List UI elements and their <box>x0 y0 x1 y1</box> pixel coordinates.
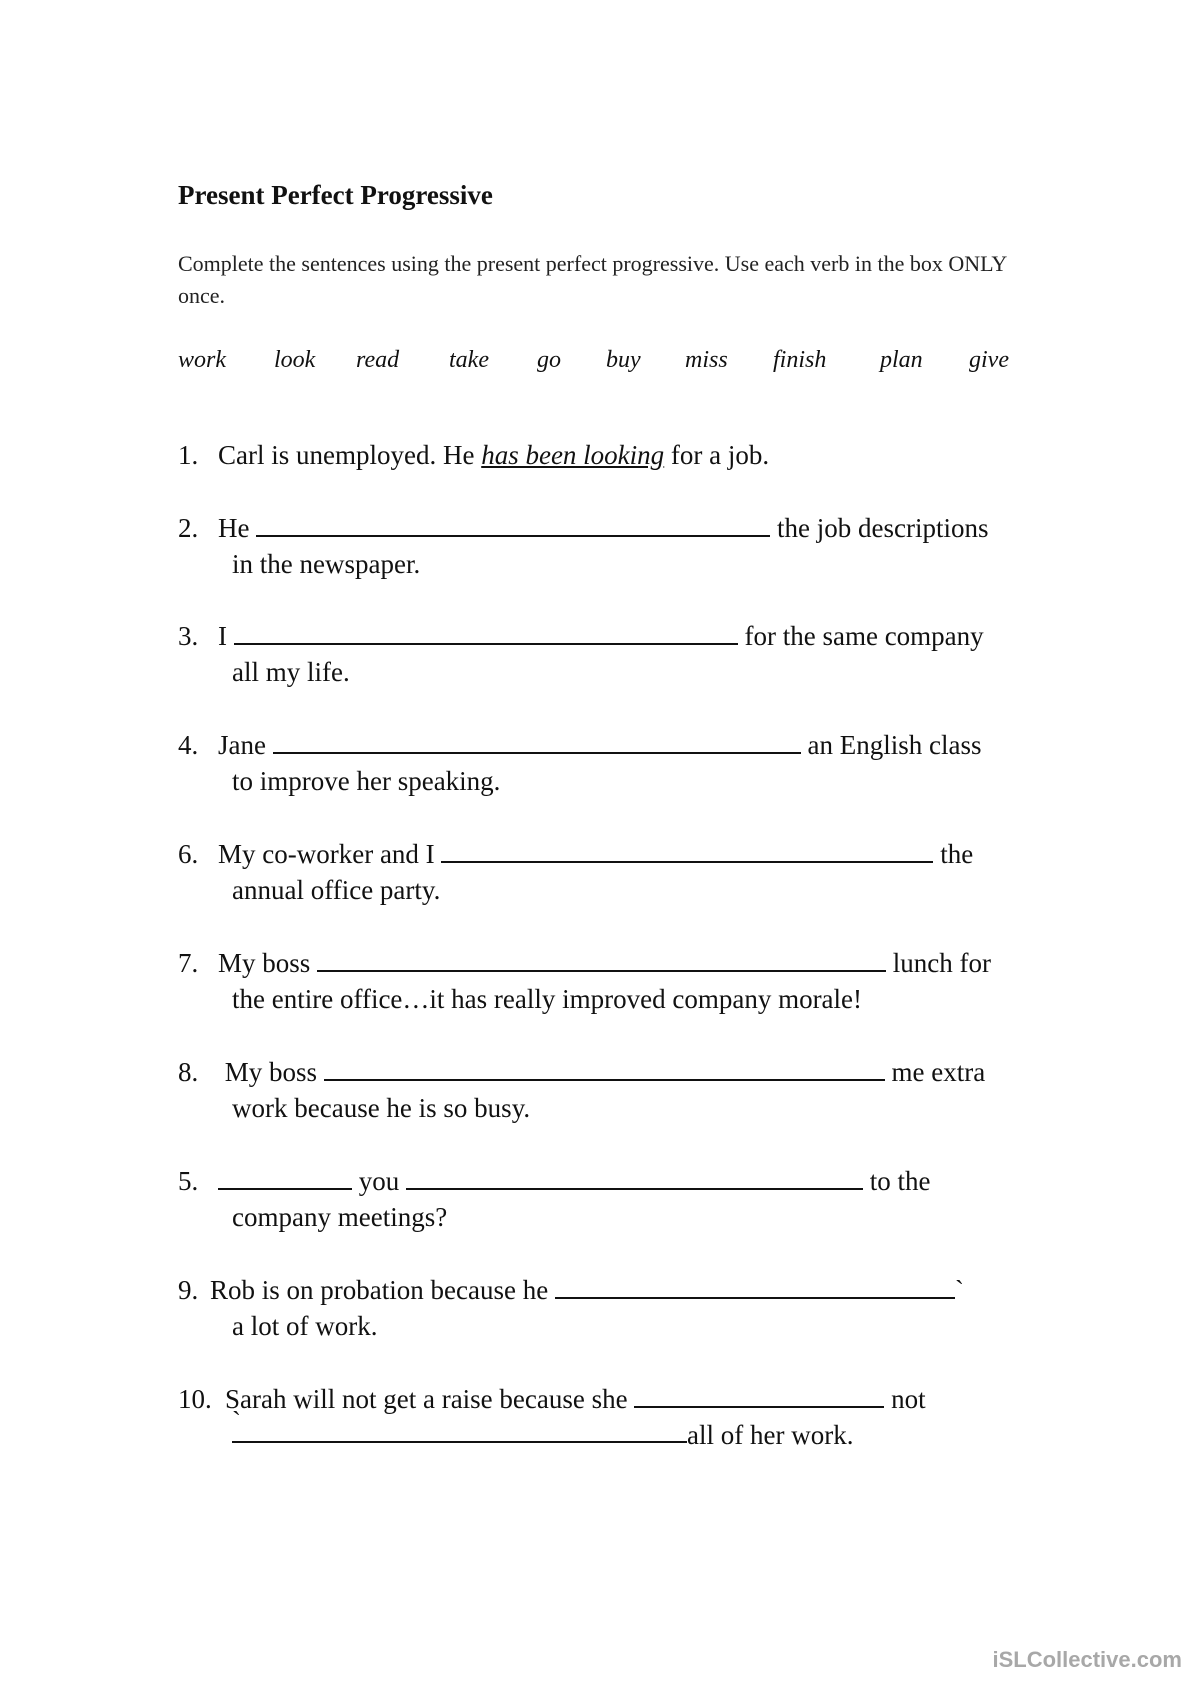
backtick-mark: ` <box>232 1406 241 1436</box>
answer-blank[interactable] <box>406 1164 863 1190</box>
answer-blank[interactable] <box>218 1164 352 1190</box>
verb-word: look <box>274 347 316 373</box>
question-continuation: company meetings? <box>232 1202 448 1232</box>
question-number: 9. <box>178 1275 199 1305</box>
question-number: 2. <box>178 513 199 543</box>
question-number: 1. <box>178 440 199 470</box>
question-text: My co-worker and I <box>218 839 442 869</box>
question-number: 6. <box>178 839 199 869</box>
question-number: 10. <box>178 1384 212 1414</box>
question-continuation-line <box>232 1406 854 1453</box>
question-4 <box>178 727 982 796</box>
question-text: My boss <box>218 948 318 978</box>
answer-blank[interactable] <box>441 837 933 863</box>
question-text: ` <box>954 1275 964 1305</box>
question-text: Sarah will not get a raise because she <box>225 1384 635 1414</box>
answer-blank[interactable] <box>317 946 886 972</box>
example-answer: has been looking <box>481 440 665 470</box>
question-continuation: all my life. <box>232 657 350 687</box>
verb-word: read <box>356 347 400 373</box>
instructions: Complete the sentences using the present perfect progressive. Use each verb in the box ONLY once. <box>178 251 1007 308</box>
question-1 <box>178 437 769 473</box>
question-text: me extra <box>884 1057 986 1087</box>
question-number: 8. <box>178 1057 199 1087</box>
question-10 <box>178 1381 926 1450</box>
answer-blank[interactable] <box>232 1406 687 1443</box>
question-continuation: the entire office…it has really improved company morale! <box>232 984 863 1014</box>
question-continuation: annual office party. <box>232 875 441 905</box>
verb-word: work <box>178 347 226 373</box>
question-text: Rob is on probation because he <box>210 1275 555 1305</box>
question-number: 5. <box>178 1166 199 1196</box>
verb-word: plan <box>880 347 923 373</box>
question-text: the job descriptions <box>770 513 989 543</box>
question-text: the <box>933 839 974 869</box>
verb-word: finish <box>773 347 827 373</box>
question-text: He <box>218 513 257 543</box>
question-continuation: work because he is so busy. <box>232 1093 531 1123</box>
question-continuation: all of her work. <box>687 1420 854 1450</box>
question-text: to the <box>863 1166 931 1196</box>
question-text: Carl is unemployed. He <box>218 440 482 470</box>
answer-blank[interactable] <box>234 619 738 645</box>
watermark: iSLCollective.com <box>992 1647 1182 1672</box>
question-continuation: to improve her speaking. <box>232 766 501 796</box>
question-text: for the same company <box>737 621 984 651</box>
question-text: for a job. <box>664 440 770 470</box>
question-text: My boss <box>218 1057 324 1087</box>
question-9 <box>178 1272 964 1341</box>
verb-word: buy <box>606 347 641 373</box>
question-text: you <box>352 1166 406 1196</box>
question-continuation: a lot of work. <box>232 1311 378 1341</box>
question-5 <box>178 1163 931 1232</box>
answer-blank[interactable] <box>555 1273 955 1299</box>
question-text: not <box>884 1384 926 1414</box>
answer-blank[interactable] <box>273 728 801 754</box>
question-8 <box>178 1054 986 1123</box>
question-text: Jane <box>218 730 273 760</box>
question-text: lunch for <box>886 948 991 978</box>
question-continuation: in the newspaper. <box>232 549 421 579</box>
verb-word: take <box>449 347 489 373</box>
question-2 <box>178 510 989 579</box>
answer-blank[interactable] <box>256 511 770 537</box>
verb-word: miss <box>685 347 728 373</box>
question-number: 4. <box>178 730 199 760</box>
question-text: an English class <box>800 730 982 760</box>
verb-word: give <box>969 347 1009 373</box>
question-number: 3. <box>178 621 199 651</box>
question-7 <box>178 945 991 1014</box>
question-text: I <box>218 621 234 651</box>
question-number: 7. <box>178 948 199 978</box>
worksheet-title: Present Perfect Progressive <box>178 180 493 210</box>
verb-word: go <box>537 347 561 373</box>
question-6 <box>178 836 974 905</box>
answer-blank[interactable] <box>634 1382 884 1408</box>
answer-blank[interactable] <box>324 1055 885 1081</box>
question-3 <box>178 618 984 687</box>
